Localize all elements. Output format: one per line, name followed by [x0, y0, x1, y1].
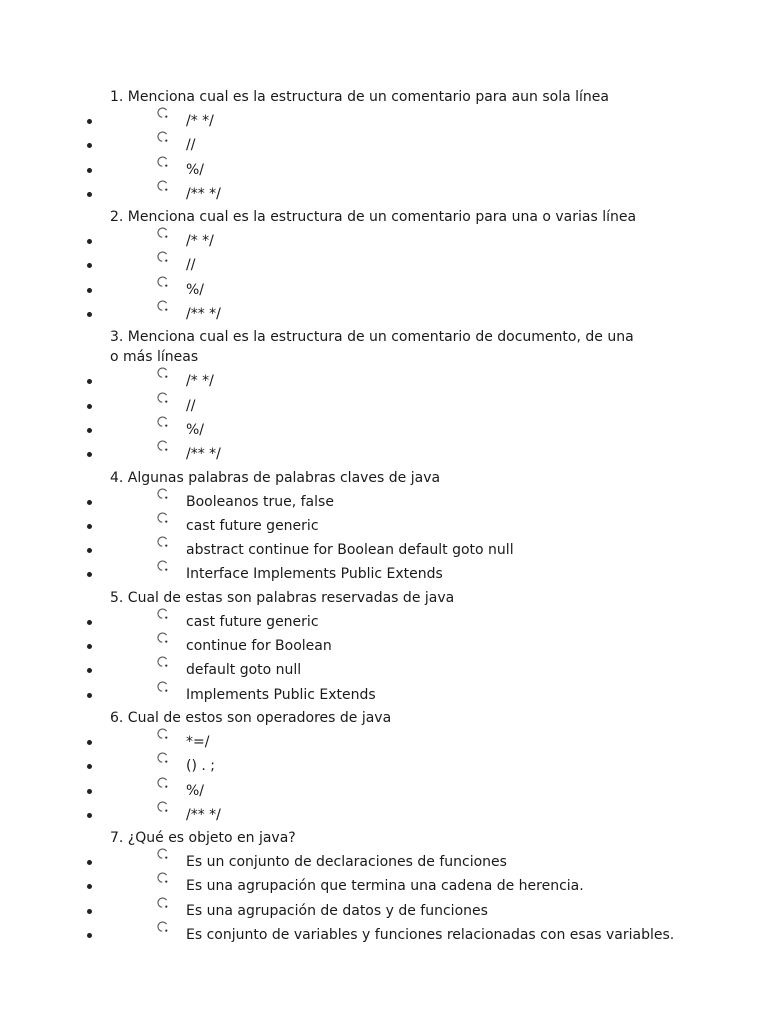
radio-button-icon[interactable]	[156, 631, 170, 645]
answer-option[interactable]	[0, 874, 768, 898]
radio-button-icon[interactable]	[156, 535, 170, 549]
radio-button-icon[interactable]	[156, 155, 170, 169]
radio-button-icon[interactable]	[156, 727, 170, 741]
answer-option-label: %/	[186, 281, 205, 298]
bullet-point	[87, 239, 92, 244]
answer-option-label: /* */	[186, 233, 214, 250]
radio-button-icon[interactable]	[156, 559, 170, 573]
answer-option-label: /** */	[186, 446, 221, 463]
bullet-point	[87, 263, 92, 268]
answer-option-label: cast future generic	[186, 613, 319, 630]
radio-button-icon[interactable]	[156, 776, 170, 790]
quiz-document	[0, 86, 768, 947]
answer-option[interactable]	[0, 158, 768, 182]
radio-button-icon[interactable]	[156, 299, 170, 313]
answer-option[interactable]	[0, 253, 768, 277]
answer-option-label: Es conjunto de variables y funciones relacionadas con esas variables.	[186, 927, 675, 944]
answer-option-label: Booleanos true, false	[186, 493, 334, 510]
bullet-point	[87, 909, 92, 914]
bullet-point	[87, 312, 92, 317]
answer-option[interactable]	[0, 490, 768, 514]
bullet-point	[87, 168, 92, 173]
bullet-point	[87, 860, 92, 865]
question-text: 4. Algunas palabras de palabras claves de java	[110, 469, 441, 486]
answer-option[interactable]	[0, 803, 768, 827]
answer-option-label: %/	[186, 421, 205, 438]
radio-button-icon[interactable]	[156, 275, 170, 289]
answer-option[interactable]	[0, 133, 768, 157]
answer-option-label: //	[186, 397, 196, 414]
radio-button-icon[interactable]	[156, 607, 170, 621]
answer-option-label: continue for Boolean	[186, 638, 332, 655]
bullet-point	[87, 548, 92, 553]
bullet-point	[87, 644, 92, 649]
question-text: 5. Cual de estas son palabras reservadas de java	[110, 589, 455, 606]
radio-button-icon[interactable]	[156, 106, 170, 120]
answer-option[interactable]	[0, 538, 768, 562]
radio-button-icon[interactable]	[156, 439, 170, 453]
answer-option-label: Es una agrupación de datos y de funciones	[186, 902, 488, 919]
bullet-point	[87, 428, 92, 433]
bullet-point	[87, 668, 92, 673]
answer-option[interactable]	[0, 634, 768, 658]
bullet-point	[87, 789, 92, 794]
answer-option[interactable]	[0, 514, 768, 538]
answer-option[interactable]	[0, 730, 768, 754]
answer-option[interactable]	[0, 610, 768, 634]
answer-option[interactable]	[0, 394, 768, 418]
answer-option[interactable]	[0, 923, 768, 947]
radio-button-icon[interactable]	[156, 655, 170, 669]
answer-option[interactable]	[0, 229, 768, 253]
radio-button-icon[interactable]	[156, 871, 170, 885]
answer-option[interactable]	[0, 658, 768, 682]
bullet-point	[87, 620, 92, 625]
answer-option[interactable]	[0, 369, 768, 393]
question-text: 2. Menciona cual es la estructura de un comentario para una o varias línea	[110, 209, 637, 226]
radio-button-icon[interactable]	[156, 130, 170, 144]
radio-button-icon[interactable]	[156, 800, 170, 814]
question-text: 1. Menciona cual es la estructura de un comentario para aun sola línea	[110, 89, 609, 105]
answer-option-label: () . ;	[186, 758, 215, 775]
radio-button-icon[interactable]	[156, 511, 170, 525]
answer-option-label: /* */	[186, 113, 214, 129]
radio-button-icon[interactable]	[156, 680, 170, 694]
radio-button-icon[interactable]	[156, 847, 170, 861]
answer-option-label: default goto null	[186, 662, 302, 679]
answer-option-label: Implements Public Extends	[186, 686, 376, 703]
bullet-point	[87, 524, 92, 529]
answer-option-label: Interface Implements Public Extends	[186, 566, 443, 583]
answer-option-label: %/	[186, 782, 205, 799]
question-text: 7. ¿Qué es objeto en java?	[110, 830, 296, 847]
radio-button-icon[interactable]	[156, 179, 170, 193]
radio-button-icon[interactable]	[156, 250, 170, 264]
answer-option-label: /* */	[186, 373, 214, 390]
answer-option[interactable]	[0, 850, 768, 874]
answer-option[interactable]	[0, 278, 768, 302]
answer-option-label: abstract continue for Boolean default goto null	[186, 542, 514, 559]
radio-button-icon[interactable]	[156, 415, 170, 429]
answer-option[interactable]	[0, 109, 768, 133]
answer-option[interactable]	[0, 683, 768, 707]
bullet-point	[87, 740, 92, 745]
bullet-point	[87, 288, 92, 293]
answer-option-label: /** */	[186, 806, 221, 823]
radio-button-icon[interactable]	[156, 896, 170, 910]
bullet-point	[87, 933, 92, 938]
bullet-point	[87, 764, 92, 769]
bullet-point	[87, 192, 92, 197]
bullet-point	[87, 404, 92, 409]
bullet-point	[87, 500, 92, 505]
radio-button-icon[interactable]	[156, 487, 170, 501]
answer-option-label: /** */	[186, 185, 221, 202]
bullet-point	[87, 813, 92, 818]
answer-option-label: //	[186, 137, 196, 154]
bullet-point	[87, 119, 92, 124]
radio-button-icon[interactable]	[156, 920, 170, 934]
radio-button-icon[interactable]	[156, 226, 170, 240]
answer-option[interactable]	[0, 418, 768, 442]
radio-button-icon[interactable]	[156, 366, 170, 380]
answer-option[interactable]	[0, 562, 768, 586]
answer-option[interactable]	[0, 442, 768, 466]
answer-option[interactable]	[0, 302, 768, 326]
answer-option-label: Es una agrupación que termina una cadena de herencia.	[186, 878, 584, 895]
bullet-point	[87, 884, 92, 889]
radio-button-icon[interactable]	[156, 751, 170, 765]
answer-option-label: %/	[186, 161, 205, 178]
answer-option[interactable]	[0, 182, 768, 206]
answer-option-label: *=/	[186, 733, 210, 750]
answer-option[interactable]	[0, 899, 768, 923]
answer-option-label: /** */	[186, 306, 221, 323]
answer-option[interactable]	[0, 779, 768, 803]
bullet-point	[87, 452, 92, 457]
radio-button-icon[interactable]	[156, 391, 170, 405]
question-text: 6. Cual de estos son operadores de java	[110, 709, 392, 726]
bullet-point	[87, 143, 92, 148]
bullet-point	[87, 572, 92, 577]
bullet-point	[87, 693, 92, 698]
answer-option-label: cast future generic	[186, 517, 319, 534]
answer-option[interactable]	[0, 754, 768, 778]
bullet-point	[87, 379, 92, 384]
answer-option-label: Es un conjunto de declaraciones de funciones	[186, 854, 507, 871]
question-text: 3. Menciona cual es la estructura de un comentario de documento, de una o más líneas	[110, 329, 634, 366]
answer-option-label: //	[186, 257, 196, 274]
